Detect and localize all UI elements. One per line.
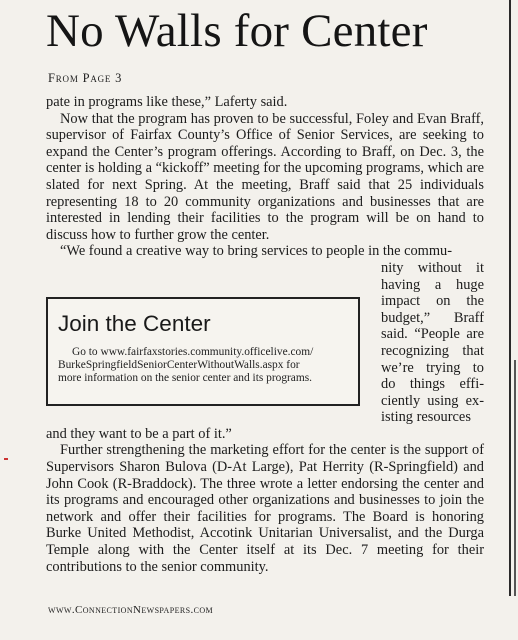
box-line: BurkeSpringfieldSeniorCenterWithoutWalls.aspx for <box>58 359 300 372</box>
box-line: more information on the senior center and its programs. <box>58 372 313 385</box>
paragraph-4: Further strengthening the marketing effort for the center is the support of Supervisors Sharon Bulova (D-At Large), Pat Herrity (R-Springfield) and John Cook (R-Braddock). The three wrote a letter endorsing the center and its programs and encouraged other organizations and businesses to join the network and offer their facilities for programs. The Board is honoring Burke United Methodist, Accotink Unitarian Universalist, and the Durga Temple along with the Center itself at its Dec. 7 meeting for their contributions to the senior community. <box>46 442 484 575</box>
paragraph-3-end: and they want to be a part of it.” <box>46 425 232 442</box>
wrapped-line: we’re trying to <box>381 359 484 376</box>
paragraph-1: pate in programs like these,” Laferty said. <box>46 94 288 110</box>
wrapped-line: do things effi- <box>381 376 484 393</box>
wrapped-line: having a huge <box>381 276 484 293</box>
column-rule-secondary <box>514 360 516 596</box>
from-page-label: From Page 3 <box>48 71 123 85</box>
footer-url: www.ConnectionNewspapers.com <box>48 604 214 616</box>
margin-mark <box>4 458 8 460</box>
wrapped-line: nity without it <box>381 259 484 276</box>
box-title: Join the Center <box>58 311 211 336</box>
wrapped-line: budget,” Braff <box>381 309 484 326</box>
wrapped-line: recognizing that <box>381 342 484 359</box>
headline: No Walls for Center <box>46 5 428 57</box>
join-center-box <box>46 297 360 406</box>
box-text <box>58 346 352 386</box>
box-line: Go to www.fairfaxstories.community.officelive.com/ <box>72 346 314 358</box>
wrapped-line: said. “People are <box>381 326 484 343</box>
wrapped-line: ciently using ex- <box>381 392 484 409</box>
paragraph-3-start: “We found a creative way to bring services to people in the commu- <box>60 243 453 260</box>
column-rule <box>509 0 511 596</box>
wrapped-line: isting resources <box>381 409 471 426</box>
wrapped-line: impact on the <box>381 293 484 310</box>
paragraph-2: Now that the program has proven to be successful, Foley and Evan Braff, supervisor of Fairfax County’s Office of Senior Services, are seeking to expand the Center’s program offerings. According to Braff, on Dec. 3, the center is holding a “kickoff” meeting for the upcoming programs, which are slated for next Spring. At the meeting, Braff said that 25 individuals representing 18 to 20 community organizations and businesses that are interested in lending their facilities to the program will be on hand to discuss how to further grow the center. <box>46 110 484 243</box>
